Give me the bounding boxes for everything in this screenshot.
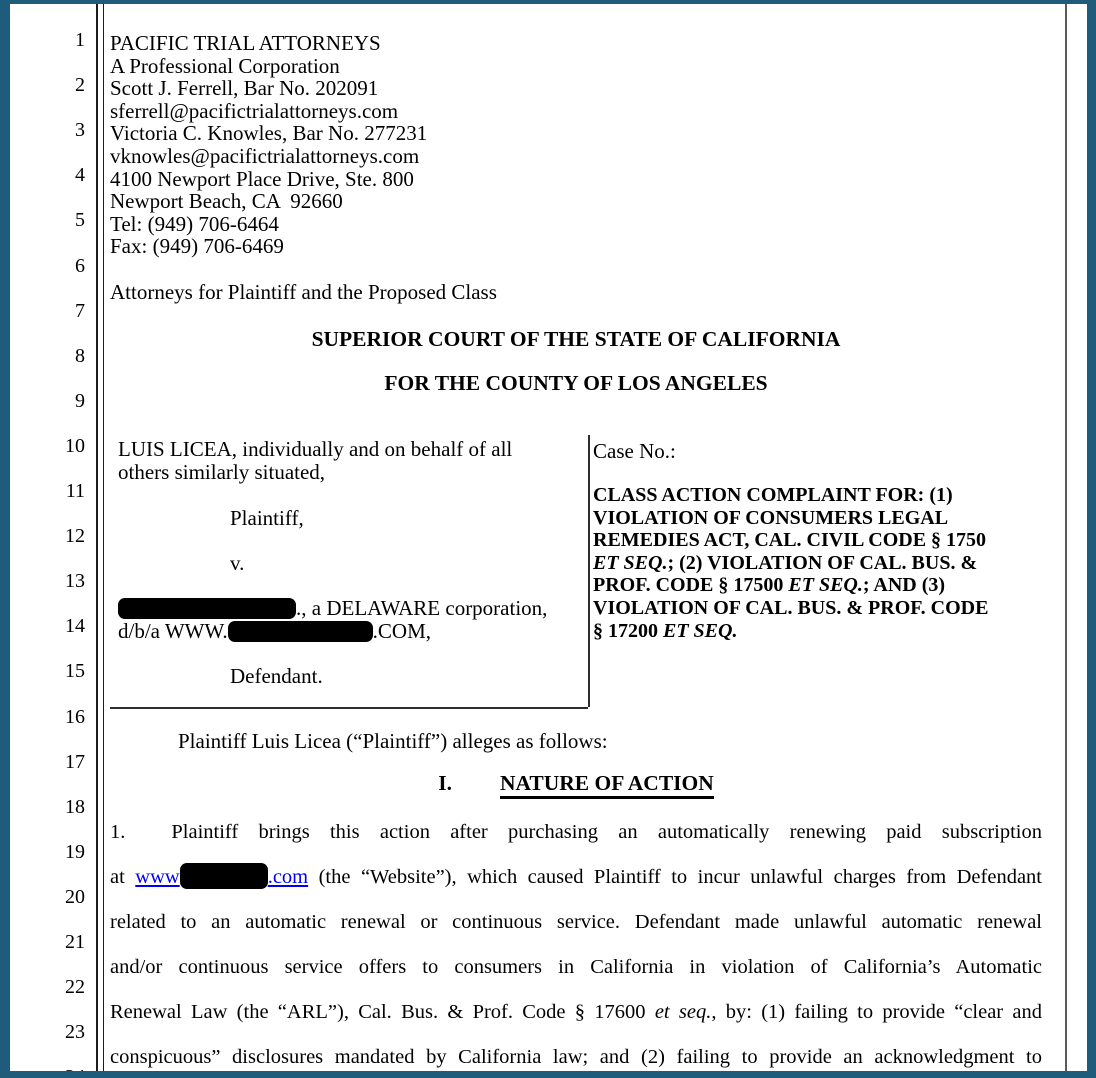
text-line: [110, 818, 1042, 846]
hyperlink-text[interactable]: www: [135, 866, 180, 888]
left-double-rule-outer: [96, 4, 98, 1071]
line-number: 13: [65, 570, 85, 593]
text-segment: Renewal Law (the “ARL”), Cal. Bus. & Prof. Code § 17600: [110, 1001, 655, 1023]
case-title-block: [593, 484, 1049, 642]
line-number: 12: [65, 525, 85, 548]
case-info-block: [593, 439, 1049, 642]
text-segment: ., a DELAWARE corporation,: [296, 596, 548, 620]
line-number: 1: [75, 29, 85, 51]
text-line: sferrell@pacifictrialattorneys.com: [110, 98, 399, 123]
text-segment: .COM,: [372, 619, 432, 643]
text-segment: REMEDIES ACT, CAL. CIVIL CODE § 1750: [593, 529, 987, 552]
line-number: 10: [65, 434, 85, 457]
text-segment: VIOLATION OF CONSUMERS LEGAL: [593, 506, 949, 529]
right-margin-rule: [1065, 4, 1067, 1071]
court-title: SUPERIOR COURT OF THE STATE OF CALIFORNIA: [311, 327, 841, 351]
line-number: 2: [75, 74, 85, 97]
plaintiff-label: Plaintiff,: [230, 506, 304, 530]
versus-label: v.: [230, 551, 245, 575]
defendant-name-line: [118, 596, 547, 621]
section-number: I.: [438, 771, 452, 795]
text-segment: 1.: [110, 821, 126, 843]
frame-bottom: [0, 1071, 1096, 1078]
text-line: [593, 620, 1049, 643]
caption-divider: [588, 435, 590, 707]
caption-bottom-border: [110, 707, 588, 709]
line-number: 4: [75, 164, 85, 187]
court-county: FOR THE COUNTY OF LOS ANGELES: [384, 371, 768, 395]
section-heading: [110, 771, 1042, 796]
line-number: 18: [65, 795, 85, 818]
line-number: 15: [65, 660, 85, 683]
text-segment: ET SEQ.: [663, 619, 738, 642]
text-line: [593, 507, 1049, 530]
text-line: Newport Beach, CA 92660: [110, 189, 343, 214]
line-number: 3: [75, 119, 85, 142]
text-line: Attorneys for Plaintiff and the Proposed Class: [110, 279, 497, 304]
text-line: Tel: (949) 706-6464: [110, 211, 279, 236]
text-line: Fax: (949) 706-6469: [110, 234, 284, 259]
line-number: 19: [65, 840, 85, 863]
text-segment: at: [110, 866, 136, 888]
text-segment: PROF. CODE § 17500: [593, 574, 789, 597]
text-line: [593, 484, 1049, 507]
redaction-box: [180, 863, 268, 889]
text-segment: et seq.: [654, 1001, 712, 1023]
text-line: [110, 953, 1042, 981]
line-number: 9: [75, 389, 85, 412]
text-line: [593, 552, 1049, 575]
line-number: 6: [75, 254, 85, 277]
attorney-block: [110, 32, 810, 303]
line-number: 16: [65, 705, 85, 728]
text-line: vknowles@pacifictrialattorneys.com: [110, 143, 420, 168]
frame-left: [0, 0, 10, 1078]
text-segment: § 17200: [593, 619, 663, 642]
defendant-label: Defendant.: [230, 664, 323, 688]
line-number: 11: [65, 480, 85, 502]
text-line: [110, 998, 1042, 1026]
line-number: 7: [75, 299, 85, 322]
hyperlink-text[interactable]: .com: [267, 866, 309, 888]
frame-top: [0, 0, 1096, 4]
left-double-rule-inner: [103, 4, 105, 1071]
text-line: PACIFIC TRIAL ATTORNEYS: [110, 31, 381, 55]
redaction-box: [118, 598, 296, 619]
text-line: [593, 574, 1049, 597]
text-line: [110, 863, 1042, 891]
caption-plaintiff-block: [118, 437, 580, 688]
text-line: [110, 1043, 1042, 1071]
text-segment: and/or continuous service offers to consumers in California in violation of California’s Automatic: [110, 956, 1042, 978]
text-segment: conspicuous” disclosures mandated by California law; and (2) failing to provide an acknowledgment to: [110, 1046, 1042, 1068]
defendant-dba-line: [118, 619, 431, 644]
text-line: 4100 Newport Place Drive, Ste. 800: [110, 166, 414, 191]
line-number: 8: [75, 344, 85, 367]
plaintiff-name-line: LUIS LICEA, individually and on behalf of all: [118, 437, 513, 461]
text-line: Scott J. Ferrell, Bar No. 202091: [110, 76, 379, 101]
text-segment: ET SEQ.: [593, 551, 668, 574]
frame-right: [1087, 0, 1096, 1078]
line-number: 22: [65, 976, 85, 999]
line-number: 5: [75, 209, 85, 232]
line-number: 17: [65, 750, 85, 773]
text-line: [593, 597, 1049, 620]
text-line: [593, 529, 1049, 552]
text-segment: related to an automatic renewal or continuous service. Defendant made unlawful automatic renewal: [110, 911, 1042, 933]
text-segment: , by: (1) failing to provide “clear and: [711, 1001, 1042, 1023]
text-line: A Professional Corporation: [110, 53, 340, 78]
section-title: NATURE OF ACTION: [500, 771, 714, 799]
text-segment: ET SEQ.: [788, 574, 863, 597]
text-segment: ; (2) VIOLATION OF CAL. BUS. &: [667, 551, 978, 574]
text-segment: CLASS ACTION COMPLAINT FOR: (1): [593, 484, 953, 506]
text-segment: VIOLATION OF CAL. BUS. & PROF. CODE: [593, 596, 989, 619]
allegation-intro: Plaintiff Luis Licea (“Plaintiff”) alleges as follows:: [178, 729, 608, 753]
text-line: [110, 908, 1042, 936]
plaintiff-name-line: others similarly situated,: [118, 459, 326, 484]
text-line: [110, 258, 810, 281]
text-segment: (the “Website”), which caused Plaintiff to incur unlawful charges from Defendant: [308, 866, 1043, 888]
line-number: 23: [65, 1021, 85, 1044]
line-number: 20: [65, 885, 85, 908]
redaction-box: [228, 621, 373, 642]
text-segment: d/b/a WWW.: [118, 619, 228, 643]
text-segment: ; AND (3): [862, 574, 946, 597]
text-line: Victoria C. Knowles, Bar No. 277231: [110, 121, 428, 146]
text-segment: Plaintiff brings this action after purchasing an automatically renewing paid subscription: [171, 821, 1042, 843]
case-number-label: Case No.:: [593, 439, 676, 463]
line-number: 14: [65, 615, 85, 638]
line-number: 21: [65, 931, 85, 953]
